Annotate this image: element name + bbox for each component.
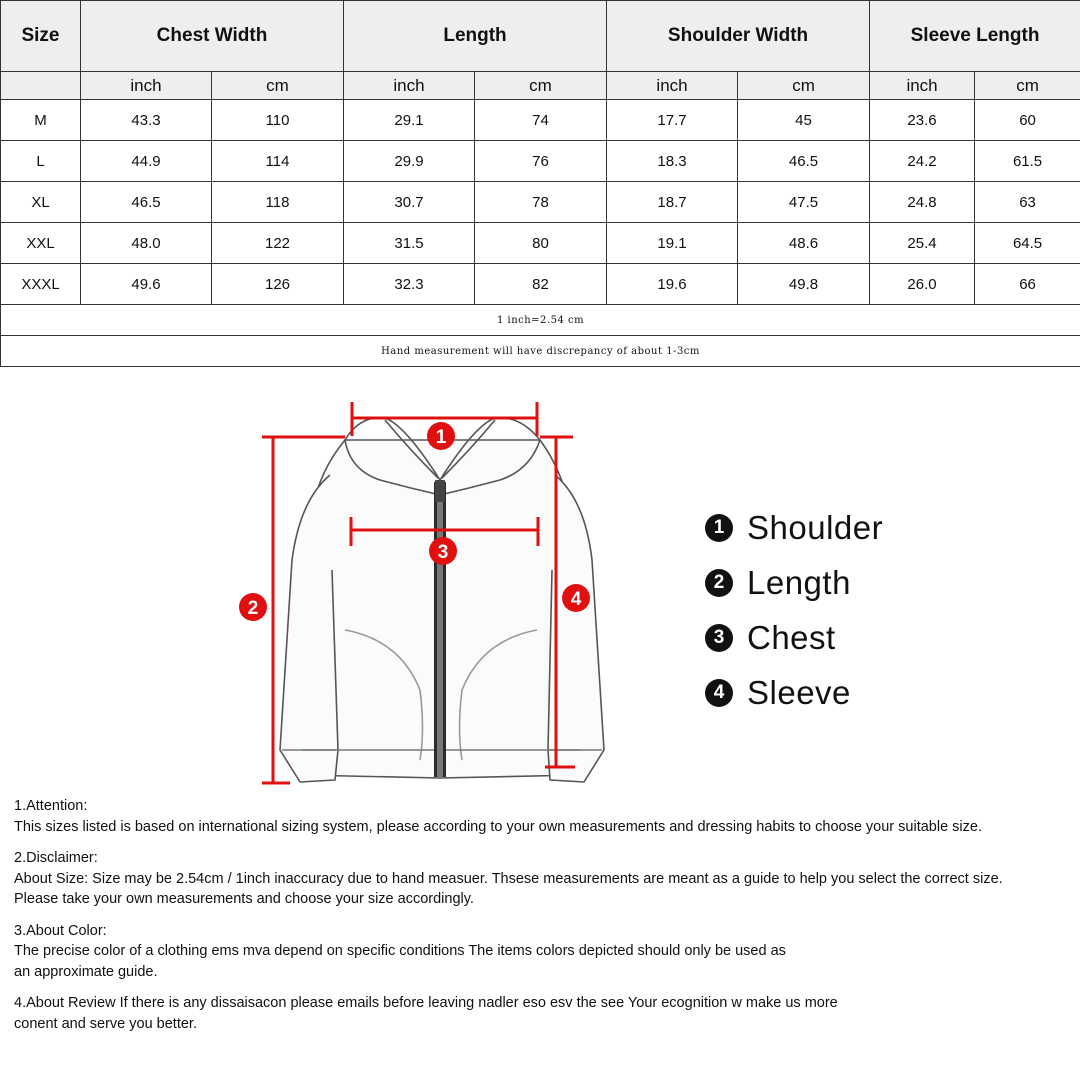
table-cell: 18.3 (607, 141, 738, 182)
unit-cell: cm (212, 72, 344, 100)
legend-item-chest (705, 610, 883, 665)
unit-cell: inch (607, 72, 738, 100)
note-row (1, 336, 1080, 367)
table-cell: 26.0 (870, 264, 975, 305)
header-sleeve-length: Sleeve Length (870, 1, 1080, 72)
units-blank (1, 72, 81, 100)
note-about-review (14, 993, 1080, 1034)
table-cell: 25.4 (870, 223, 975, 264)
table-row (1, 264, 1080, 305)
unit-cell: inch (344, 72, 475, 100)
marker-label: 1 (435, 427, 447, 448)
table-cell: 32.3 (344, 264, 475, 305)
legend-number: 2 (705, 569, 733, 597)
size-cell: XXL (1, 223, 81, 264)
legend-label: Shoulder (747, 508, 884, 546)
marker-label: 2 (247, 598, 259, 619)
table-cell: 24.2 (870, 141, 975, 182)
unit-cell: cm (475, 72, 607, 100)
marker-label: 4 (570, 589, 582, 610)
measurement-diagram (0, 370, 1080, 790)
table-row (1, 100, 1080, 141)
marker-2 (239, 593, 267, 621)
table-cell: 64.5 (975, 223, 1080, 264)
header-length: Length (344, 1, 607, 72)
size-chart-table (0, 0, 1080, 367)
table-cell: 76 (475, 141, 607, 182)
legend-item-sleeve (705, 665, 883, 720)
table-row (1, 223, 1080, 264)
note-line: conent and serve you better. (14, 1015, 197, 1032)
legend-number: 3 (705, 624, 733, 652)
table-cell: 44.9 (81, 141, 212, 182)
marker-4 (562, 584, 590, 612)
table-cell: 19.1 (607, 223, 738, 264)
table-cell: 30.7 (344, 182, 475, 223)
note-line: an approximate guide. (14, 963, 158, 980)
table-cell: 126 (212, 264, 344, 305)
legend-item-shoulder (705, 500, 883, 555)
legend-item-length (705, 555, 883, 610)
table-cell: 60 (975, 100, 1080, 141)
note-line: Please take your own measurements and choose your size accordingly. (14, 891, 474, 907)
table-cell: 45 (738, 100, 870, 141)
table-cell: 29.9 (344, 141, 475, 182)
size-cell: XXXL (1, 264, 81, 305)
table-cell: 46.5 (738, 141, 870, 182)
header-row (1, 1, 1080, 72)
unit-cell: inch (870, 72, 975, 100)
note-line: 4.About Review If there is any dissaisacon please emails before leaving nadler eso esv the see Your ecognition w make us more (14, 995, 838, 1011)
table-cell: 66 (975, 264, 1080, 305)
table-row (1, 141, 1080, 182)
table-cell: 31.5 (344, 223, 475, 264)
table-cell: 17.7 (607, 100, 738, 141)
marker-1 (427, 422, 455, 450)
table-cell: 122 (212, 223, 344, 264)
table-cell: 49.6 (81, 264, 212, 305)
header-chest-width: Chest Width (81, 1, 344, 72)
legend-number: 1 (705, 514, 733, 542)
note-line: This sizes listed is based on international sizing system, please according to your own measurements and dressing habits to choose your suitable size. (14, 818, 982, 835)
measurement-legend (705, 500, 883, 720)
note-row (1, 305, 1080, 336)
table-cell: 118 (212, 182, 344, 223)
table-cell: 63 (975, 182, 1080, 223)
table-cell: 82 (475, 264, 607, 305)
table-cell: 29.1 (344, 100, 475, 141)
marker-3 (429, 537, 457, 565)
note-line: The precise color of a clothing ems mva depend on specific conditions The items colors depicted should only be used as (14, 943, 786, 959)
table-cell: 19.6 (607, 264, 738, 305)
table-cell: 48.6 (738, 223, 870, 264)
table-cell: 78 (475, 182, 607, 223)
note-line: About Size: Size may be 2.54cm / 1inch inaccuracy due to hand measuer. Thsese measurements are meant as a guide to help you select the correct size. (14, 870, 1003, 887)
note-title: 2.Disclaimer: (14, 850, 98, 866)
table-cell: 110 (212, 100, 344, 141)
note-about-color (14, 921, 1080, 983)
note-attention (14, 796, 1080, 837)
jacket-illustration (0, 370, 1080, 790)
zipper-teeth (437, 482, 443, 777)
zipper-pull (435, 480, 445, 502)
table-cell: 46.5 (81, 182, 212, 223)
size-cell: M (1, 100, 81, 141)
table-cell: 24.8 (870, 182, 975, 223)
table-cell: 43.3 (81, 100, 212, 141)
unit-cell: inch (81, 72, 212, 100)
legend-label: Sleeve (747, 673, 851, 711)
conversion-note: 1 inch=2.54 cm (1, 305, 1080, 336)
notes-section (14, 796, 1080, 1045)
table-cell: 18.7 (607, 182, 738, 223)
legend-label: Length (747, 563, 851, 601)
note-disclaimer (14, 848, 1080, 910)
table-cell: 74 (475, 100, 607, 141)
table-cell: 23.6 (870, 100, 975, 141)
legend-label: Chest (747, 618, 836, 656)
table-cell: 48.0 (81, 223, 212, 264)
table-cell: 49.8 (738, 264, 870, 305)
note-title: 1.Attention: (14, 798, 88, 814)
header-shoulder-width: Shoulder Width (607, 1, 870, 72)
unit-cell: cm (975, 72, 1080, 100)
note-title: 3.About Color: (14, 922, 107, 939)
discrepancy-note: Hand measurement will have discrepancy of about 1-3cm (1, 336, 1080, 367)
table-row (1, 182, 1080, 223)
size-cell: XL (1, 182, 81, 223)
units-row (1, 72, 1080, 100)
marker-label: 3 (437, 542, 449, 563)
size-cell: L (1, 141, 81, 182)
unit-cell: cm (738, 72, 870, 100)
table-cell: 80 (475, 223, 607, 264)
table-cell: 114 (212, 141, 344, 182)
header-size: Size (1, 1, 81, 72)
table-cell: 61.5 (975, 141, 1080, 182)
legend-number: 4 (705, 679, 733, 707)
table-cell: 47.5 (738, 182, 870, 223)
